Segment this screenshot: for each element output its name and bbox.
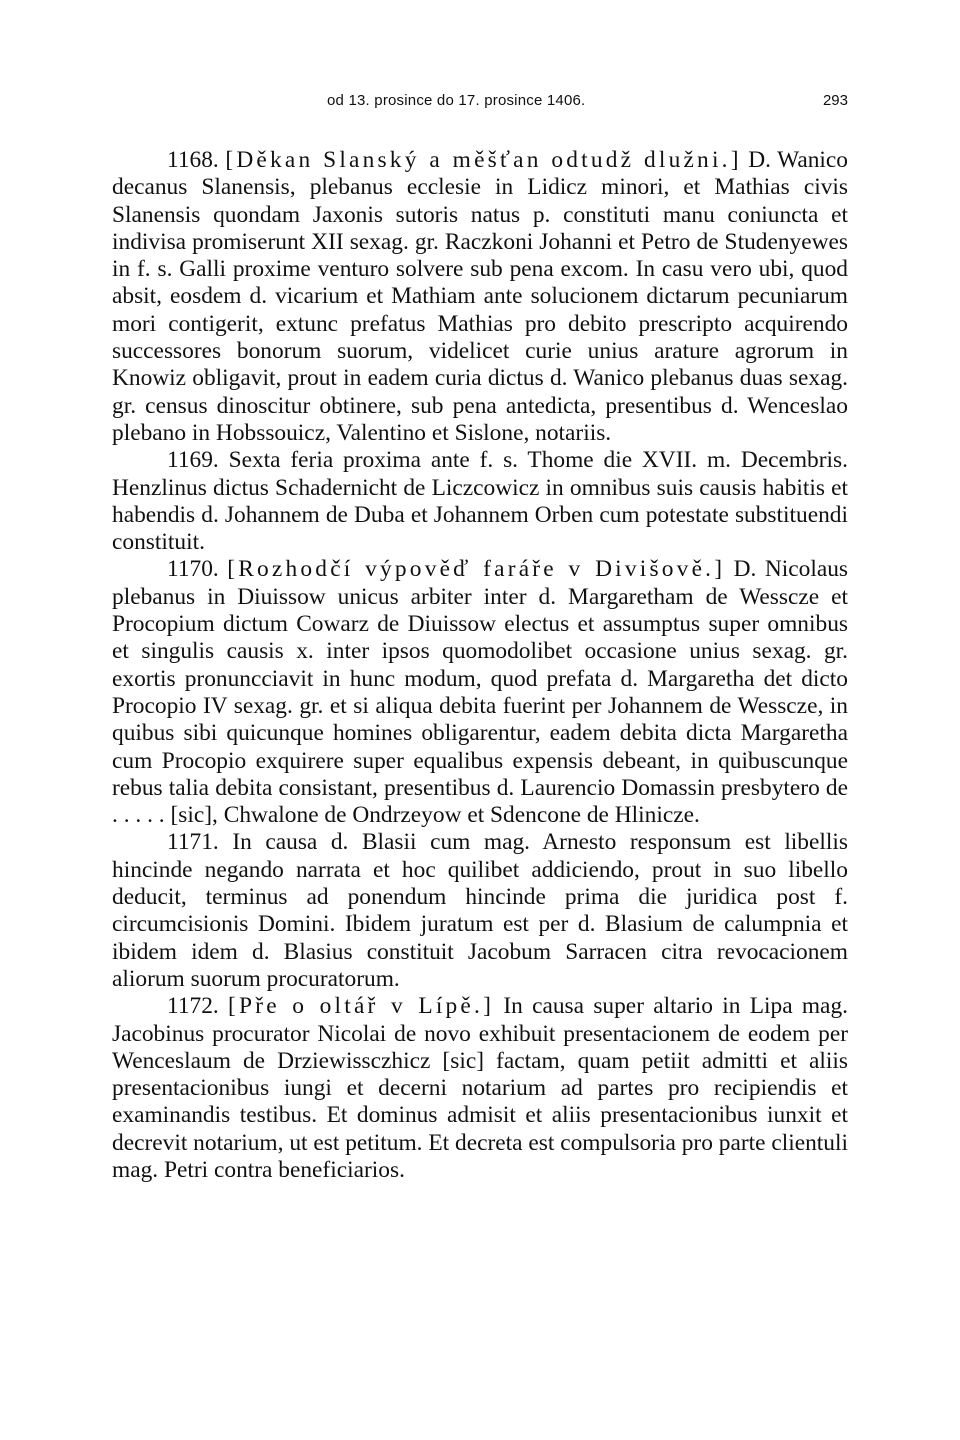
entry-text: In causa super altario in Lipa mag. Jacobinus procurator Nicolai de novo exhibuit presentacionem de eodem per Wenceslaum de Drziewissczhicz [sic] factam, quam petiit admitti et aliis presentacionibus iungi et decerni notarium ad partes pro recipiendis et examinandis testibus. Et dominus admisit et aliis presentacionibus iunxit et decrevit notarium, ut est petitum. Et decreta est compulsoria pro parte clientuli mag. Petri contra beneficiarios.	[112, 993, 848, 1183]
entry-text: D. Wanico decanus Slanensis, plebanus ecclesie in Lidicz minori, et Mathias civis Slanensis quondam Jaxonis sutoris natus p. constituti manu coniuncta et indivisa promiserunt XII sexag. gr. Raczkoni Johanni et Petro de Studenyewes in f. s. Galli proxime venturo solvere sub pena excom. In casu vero ubi, quod absit, eosdem d. vicarium et Mathiam ante solucionem dictarum pecuniarum mori contigerit, extunc prefatus Mathias pro debito prescripto acquirendo successores bonorum suorum, videlicet curie unius arature agrorum in Knowiz obligavit, prout in eadem curia dictus d. Wanico plebanus duas sexag. gr. census dinoscitur obtinere, sub pena antedicta, presentibus d. Wenceslao plebano in Hobssouicz, Valentino et Sislone, notariis.	[112, 147, 848, 446]
entry-1171	[112, 829, 848, 993]
entry-number: 1170.	[167, 556, 219, 583]
document-body	[112, 147, 848, 1184]
entry-number: 1171.	[167, 829, 219, 856]
entry-1169	[112, 447, 848, 556]
entry-number: 1168.	[167, 147, 219, 173]
entry-text: D. Nicolaus plebanus in Diuissow unicus arbiter inter d. Margaretham de Wessсze et Procopium dictum Cowarz de Diuissow electus et assumptus super omnibus et singulis causis x. inter ipsos quomodolibet occasione unius sexag. gr. exortis pronuncciavit in hunc modum, quod prefata d. Margaretha det dicto Procopio IV sexag. gr. et si aliqua debita fuerint per Johannem de Wessсze, in quibus sibi quicunque homines obligarentur, eadem debita dicta Margaretha cum Procopio exquirere super equalibus expensis debeant, in quibuscunque rebus talia debita consistant, presentibus d. Laurencio Domassin presbytero de . . . . . [sic], Chwalone de Ondrzeyow et Sdencone de Hlinicze.	[112, 556, 848, 829]
entry-number: 1172.	[167, 993, 219, 1020]
entry-title: [Pře o oltář v Lípě.]	[228, 993, 495, 1020]
page-header	[112, 92, 848, 114]
entry-title: [Rozhodčí výpověď faráře v Divišově.]	[227, 556, 726, 583]
entry-number: 1169.	[167, 447, 219, 474]
entry-text: In causa d. Blasii cum mag. Arnesto responsum est libellis hincinde negando narrata et hoc quilibet addiciendo, prout in suo libello deducit, terminus ad ponendum hincinde prima die juridica post f. circumcisionis Domini. Ibidem juratum est per d. Blasium de calumpnia et ibidem idem d. Blasius constituit Jacobum Sarracen citra revocacionem aliorum suorum procuratorum.	[112, 829, 848, 992]
running-title: od 13. prosince do 17. prosince 1406.	[327, 92, 586, 109]
page-number: 293	[822, 92, 848, 109]
entry-text: Sexta feria proxima ante f. s. Thome die XVII. m. Decembris. Henzlinus dictus Schadernicht de Liczcowicz in omnibus suis causis habitis et habendis d. Johannem de Duba et Johannem Orben cum potestate substituendi constituit.	[112, 447, 848, 556]
entry-1170	[112, 556, 848, 829]
entry-1172	[112, 993, 848, 1184]
entry-1168	[112, 147, 848, 447]
entry-title: [Děkan Slanský a měšťan odtudž dlužni.]	[225, 147, 742, 173]
